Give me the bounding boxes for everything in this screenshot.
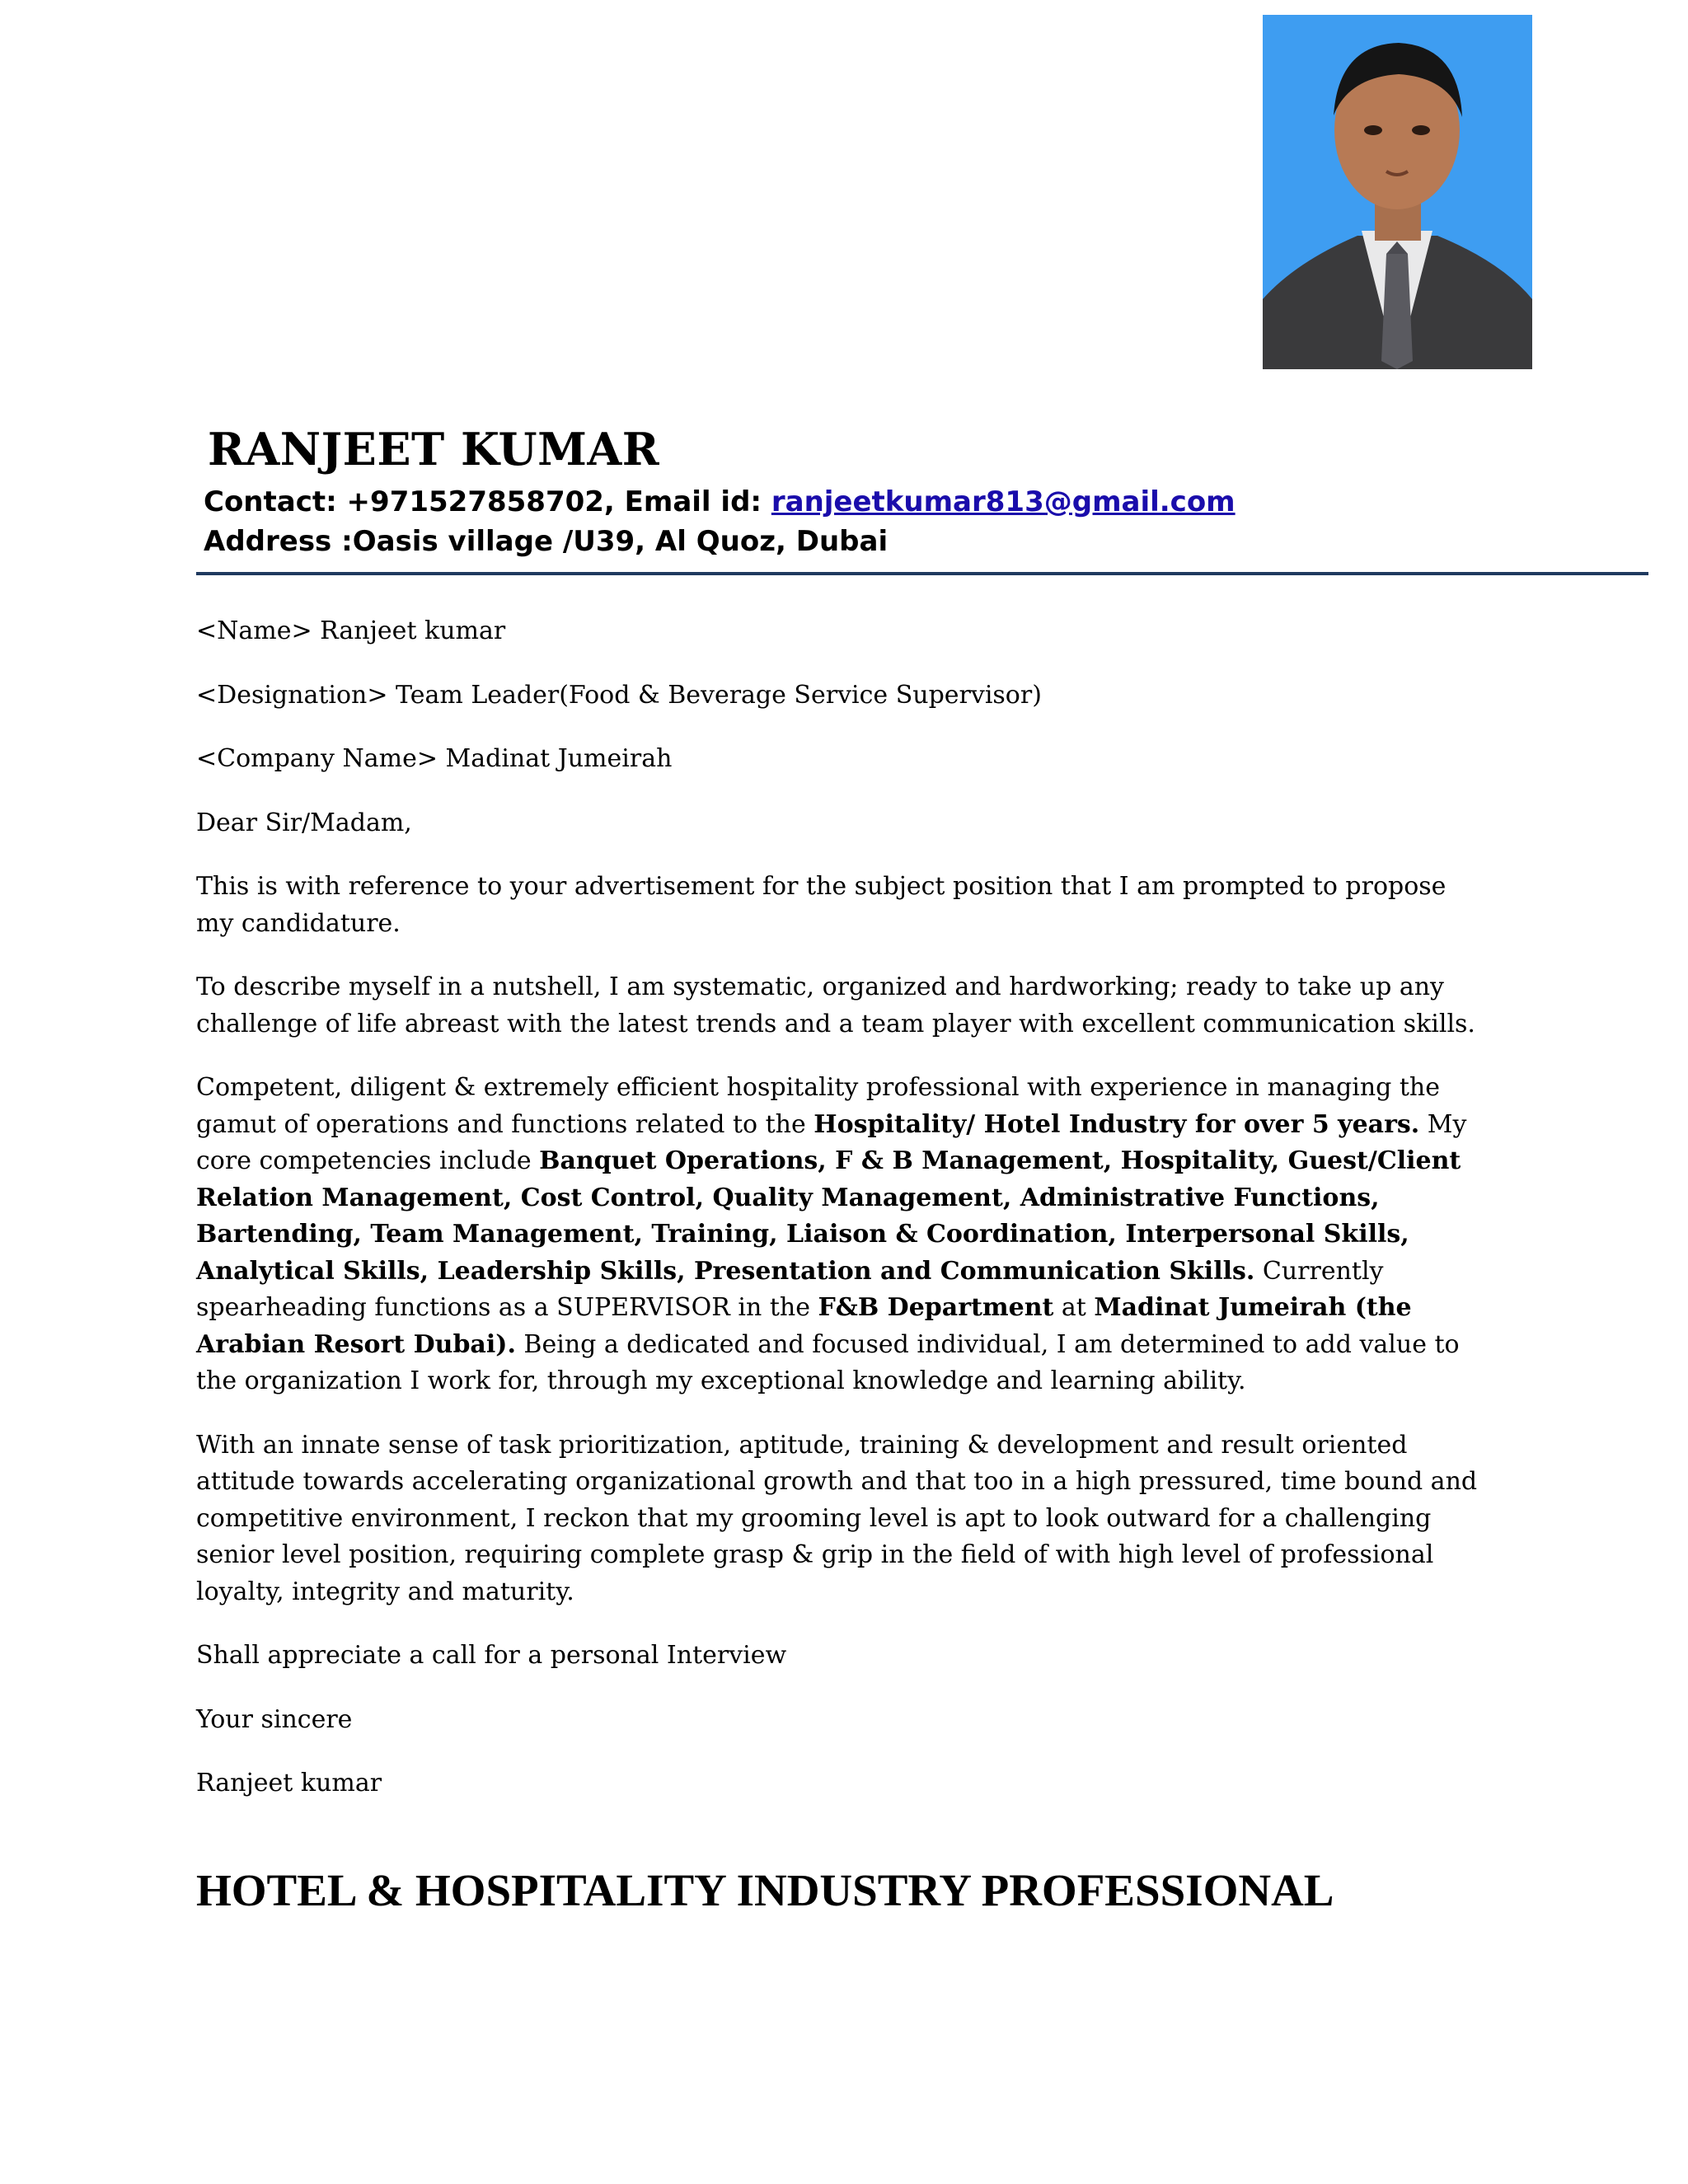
competencies-text-3: Currently spearheading functions as a SUPERVISOR in the (196, 1256, 1384, 1322)
profile-photo (1263, 15, 1532, 369)
company-line: <Company Name> Madinat Jumeirah (196, 744, 673, 773)
paragraph-interview-request: Shall appreciate a call for a personal Interview (196, 1641, 787, 1670)
paragraph-self-description: To describe myself in a nutshell, I am systematic, organized and hardworking; ready to take up any challenge of life abreast with the latest trends and a team player with excellent communication skills. (196, 972, 1475, 1038)
competencies-experience: Hospitality/ Hotel Industry for over 5 years. (814, 1109, 1420, 1139)
competencies-text-5: Being a dedicated and focused individual, I am determined to add value to the organization I work for, through my exceptional knowledge and learning ability. (196, 1329, 1460, 1395)
paragraph-reference: This is with reference to your advertisement for the subject position that I am prompted to propose my candidature. (196, 872, 1447, 938)
designation-line: <Designation> Team Leader(Food & Beverage Service Supervisor) (196, 680, 1042, 710)
competencies-employer: Madinat Jumeirah (the Arabian Resort Dubai). (196, 1293, 1412, 1359)
paragraph-attitude: With an innate sense of task prioritization, aptitude, training & development and result oriented attitude towards accelerating organizational growth and that too in a high pressured, time bound and competitive environment, I reckon that my grooming level is apt to look outward for a challenging senior level position, requiring complete grasp & grip in the field of with high level of professional loyalty, integrity and maturity. (196, 1430, 1478, 1606)
competencies-list: Banquet Operations, F & B Management, Hospitality, Guest/Client Relation Management, Cost Control, Quality Management, Administrative Functions, Bartending, Team Management, Training, Liaison & Coordination, Interpersonal Skills, Analytical Skills, Leadership Skills, Presentation and Communication Skills. (196, 1146, 1461, 1286)
contact-line (204, 485, 1236, 518)
header-divider (196, 572, 1648, 575)
email-link[interactable]: ranjeetkumar813@gmail.com (771, 485, 1236, 518)
professional-title: HOTEL & HOSPITALITY INDUSTRY PROFESSIONAL (196, 1865, 1334, 1915)
competencies-text-1: Competent, diligent & extremely efficient hospitality professional with experience in managing the gamut of operations and functions related to the (196, 1073, 1441, 1139)
contact-label: Contact: +971527858702, Email id: (204, 485, 771, 518)
competencies-text-2: My core competencies include (196, 1109, 1467, 1175)
letter-body (196, 613, 1482, 1830)
salutation: Dear Sir/Madam, (196, 808, 412, 837)
signature: Ranjeet kumar (196, 1769, 382, 1797)
competencies-department: F&B Department (818, 1293, 1054, 1322)
applicant-name: RANJEET KUMAR (208, 423, 660, 476)
paragraph-competencies (196, 1070, 1482, 1400)
address-line: Address :Oasis village /U39, Al Quoz, Dubai (204, 525, 889, 558)
competencies-text-4: at (1053, 1293, 1095, 1322)
closing: Your sincere (196, 1704, 353, 1734)
recipient-name-line: <Name> Ranjeet kumar (196, 616, 506, 645)
person-portrait-illustration (1263, 15, 1532, 369)
